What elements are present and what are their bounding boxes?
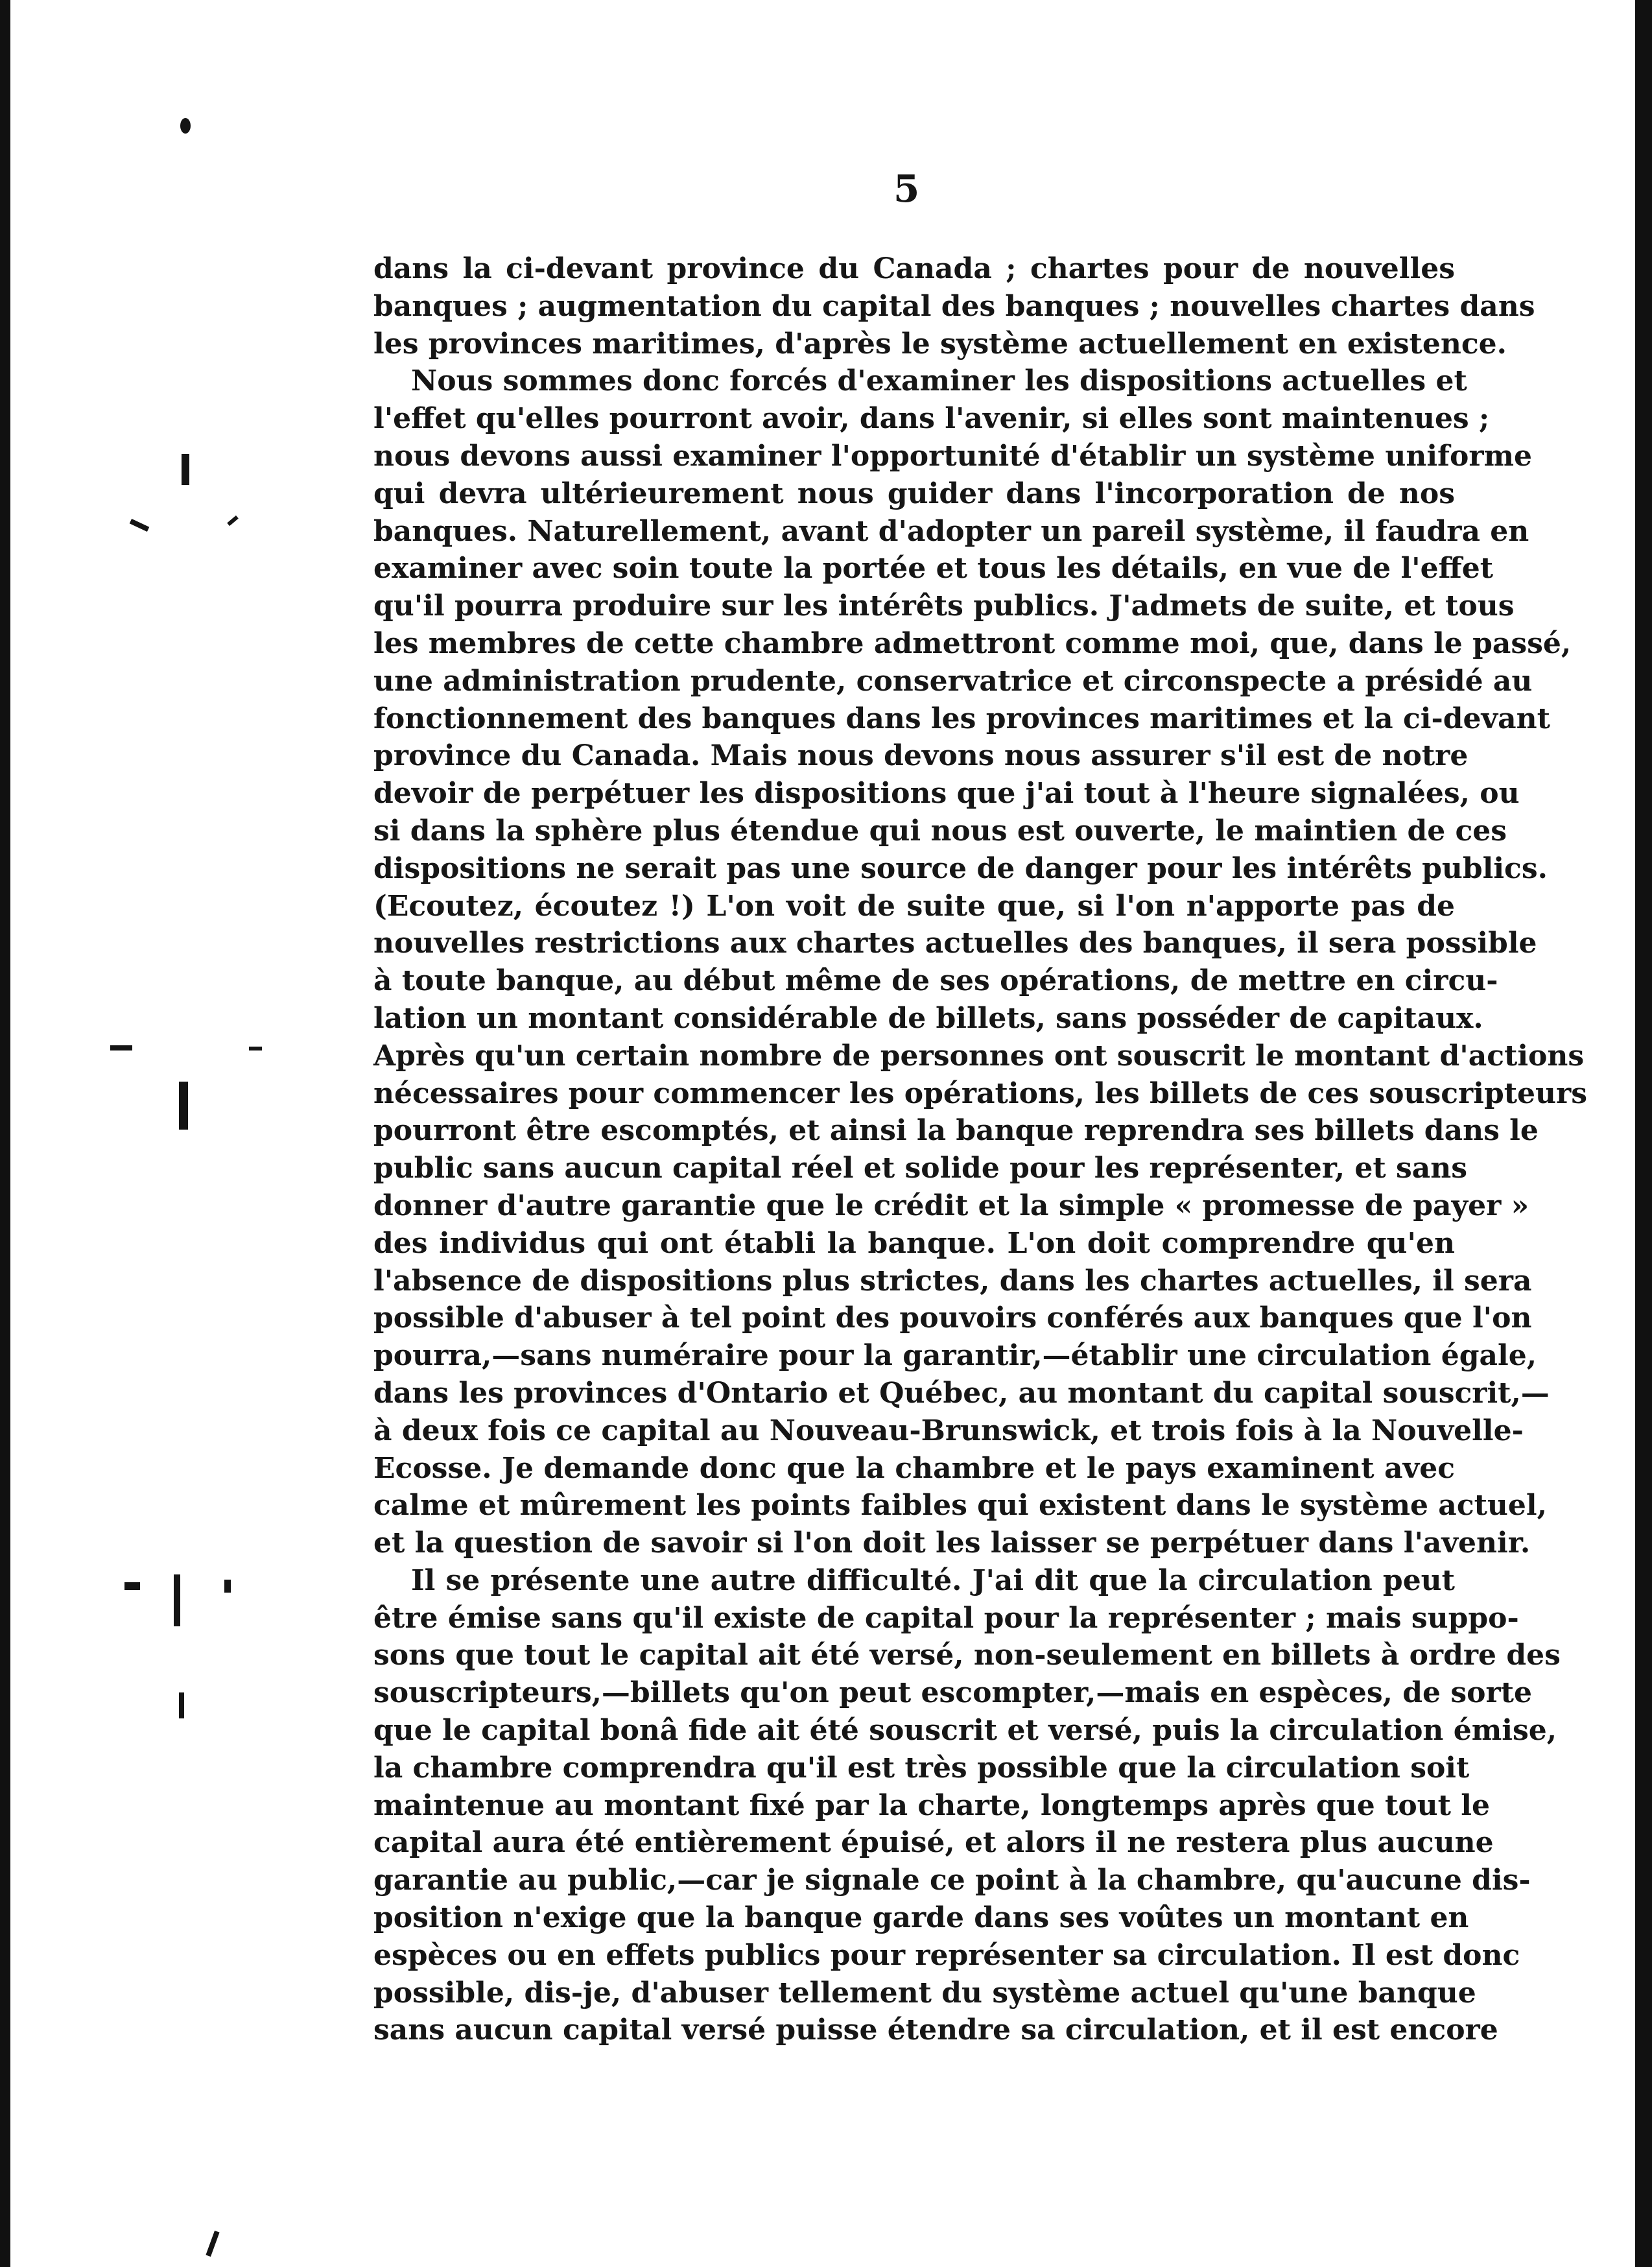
text-line: fonctionnement des banques dans les provinces maritimes et la ci-devant bbox=[373, 702, 1550, 735]
text-line: banques. Naturellement, avant d'adopter un pareil système, il faudra en bbox=[373, 514, 1529, 548]
text-line: qu'il pourra produire sur les intérêts publics. J'admets de suite, et tous bbox=[373, 589, 1515, 623]
text-line: Il se présente une autre difficulté. J'ai dit que la circulation peut bbox=[411, 1563, 1455, 1597]
margin-speck bbox=[182, 454, 189, 485]
text-line: la chambre comprendra qu'il est très possible que la circulation soit bbox=[373, 1751, 1470, 1785]
paragraph bbox=[373, 1562, 1561, 2049]
margin-speck bbox=[180, 118, 191, 134]
text-line: banques ; augmentation du capital des banques ; nouvelles chartes dans bbox=[373, 289, 1535, 323]
body-text bbox=[373, 250, 1587, 2049]
text-line: public sans aucun capital réel et solide pour les représenter, et sans bbox=[373, 1152, 1468, 1185]
paragraph bbox=[373, 250, 1535, 362]
text-line: sans aucun capital versé puisse étendre sa circulation, et il est encore bbox=[373, 2013, 1498, 2047]
text-line: l'effet qu'elles pourront avoir, dans l'avenir, si elles sont maintenues ; bbox=[373, 402, 1490, 436]
text-line: Nous sommes donc forcés d'examiner les dispositions actuelles et bbox=[411, 364, 1467, 398]
paragraph bbox=[373, 362, 1587, 1562]
margin-speck bbox=[206, 2231, 219, 2257]
text-line: et la question de savoir si l'on doit les laisser se perpétuer dans l'avenir. bbox=[373, 1526, 1531, 1560]
margin-speck bbox=[179, 1082, 188, 1130]
text-line: dans la ci-devant province du Canada ; chartes pour de nouvelles bbox=[373, 252, 1455, 285]
text-line: nécessaires pour commencer les opérations, les billets de ces souscripteurs bbox=[373, 1076, 1587, 1110]
text-line: sons que tout le capital ait été versé, non-seulement en billets à ordre des bbox=[373, 1639, 1561, 1672]
page-number: 5 bbox=[893, 167, 920, 211]
text-line: lation un montant considérable de billets, sans posséder de capitaux. bbox=[373, 1001, 1483, 1035]
margin-speck bbox=[174, 1574, 180, 1626]
text-line: souscripteurs,—billets qu'on peut escompter,—mais en espèces, de sorte bbox=[373, 1676, 1532, 1710]
margin-speck bbox=[110, 1045, 132, 1050]
text-line: l'absence de dispositions plus strictes, dans les chartes actuelles, il sera bbox=[373, 1264, 1532, 1298]
text-line: possible, dis-je, d'abuser tellement du système actuel qu'une banque bbox=[373, 1976, 1476, 2010]
text-line: les provinces maritimes, d'après le système actuellement en existence. bbox=[373, 327, 1507, 361]
scan-border-left bbox=[0, 0, 10, 2267]
margin-speck bbox=[227, 516, 239, 526]
margin-speck bbox=[249, 1047, 262, 1050]
text-line: calme et mûrement les points faibles qui existent dans le système actuel, bbox=[373, 1489, 1547, 1523]
text-line: dans les provinces d'Ontario et Québec, au montant du capital souscrit,— bbox=[373, 1376, 1550, 1410]
text-line: nous devons aussi examiner l'opportunité d'établir un système uniforme bbox=[373, 439, 1533, 473]
text-line: Ecosse. Je demande donc que la chambre et le pays examinent avec bbox=[373, 1451, 1455, 1485]
text-line: garantie au public,—car je signale ce point à la chambre, qu'aucune dis- bbox=[373, 1864, 1531, 1897]
text-line: à deux fois ce capital au Nouveau-Brunswick, et trois fois à la Nouvelle- bbox=[373, 1414, 1524, 1447]
margin-speck bbox=[224, 1580, 231, 1593]
text-line: des individus qui ont établi la banque. L'on doit comprendre qu'en bbox=[373, 1226, 1455, 1260]
text-line: les membres de cette chambre admettront comme moi, que, dans le passé, bbox=[373, 626, 1572, 660]
text-line: une administration prudente, conservatrice et circonspecte a présidé au bbox=[373, 664, 1533, 698]
text-line: nouvelles restrictions aux chartes actuelles des banques, il sera possible bbox=[373, 927, 1537, 960]
text-line: dispositions ne serait pas une source de danger pour les intérêts publics. bbox=[373, 851, 1548, 885]
margin-speck bbox=[124, 1582, 140, 1590]
text-line: province du Canada. Mais nous devons nous assurer s'il est de notre bbox=[373, 739, 1469, 773]
margin-speck bbox=[179, 1692, 184, 1718]
text-line: pourra,—sans numéraire pour la garantir,—établir une circulation égale, bbox=[373, 1339, 1537, 1373]
text-line: à toute banque, au début même de ses opérations, de mettre en circu- bbox=[373, 964, 1498, 998]
text-line: être émise sans qu'il existe de capital pour la représenter ; mais suppo- bbox=[373, 1601, 1519, 1635]
text-line: espèces ou en effets publics pour représenter sa circulation. Il est donc bbox=[373, 1938, 1520, 1972]
text-line: pourront être escomptés, et ainsi la banque reprendra ses billets dans le bbox=[373, 1114, 1539, 1148]
scan-border-right bbox=[1635, 0, 1652, 2267]
margin-speck bbox=[130, 519, 150, 532]
text-line: si dans la sphère plus étendue qui nous est ouverte, le maintien de ces bbox=[373, 814, 1507, 848]
text-line: examiner avec soin toute la portée et tous les détails, en vue de l'effet bbox=[373, 552, 1494, 586]
text-line: que le capital bonâ fide ait été souscrit et versé, puis la circulation émise, bbox=[373, 1714, 1557, 1748]
text-line: maintenue au montant fixé par la charte, longtemps après que tout le bbox=[373, 1788, 1491, 1822]
text-line: qui devra ultérieurement nous guider dans l'incorporation de nos bbox=[373, 477, 1455, 510]
text-line: (Ecoutez, écoutez !) L'on voit de suite que, si l'on n'apporte pas de bbox=[373, 889, 1455, 923]
text-line: Après qu'un certain nombre de personnes ont souscrit le montant d'actions bbox=[373, 1039, 1585, 1073]
text-line: capital aura été entièrement épuisé, et alors il ne restera plus aucune bbox=[373, 1826, 1494, 1860]
text-line: possible d'abuser à tel point des pouvoirs conférés aux banques que l'on bbox=[373, 1301, 1532, 1335]
text-line: donner d'autre garantie que le crédit et la simple « promesse de payer » bbox=[373, 1189, 1529, 1222]
text-line: position n'exige que la banque garde dans ses voûtes un montant en bbox=[373, 1901, 1469, 1935]
text-line: devoir de perpétuer les dispositions que j'ai tout à l'heure signalées, ou bbox=[373, 777, 1520, 811]
